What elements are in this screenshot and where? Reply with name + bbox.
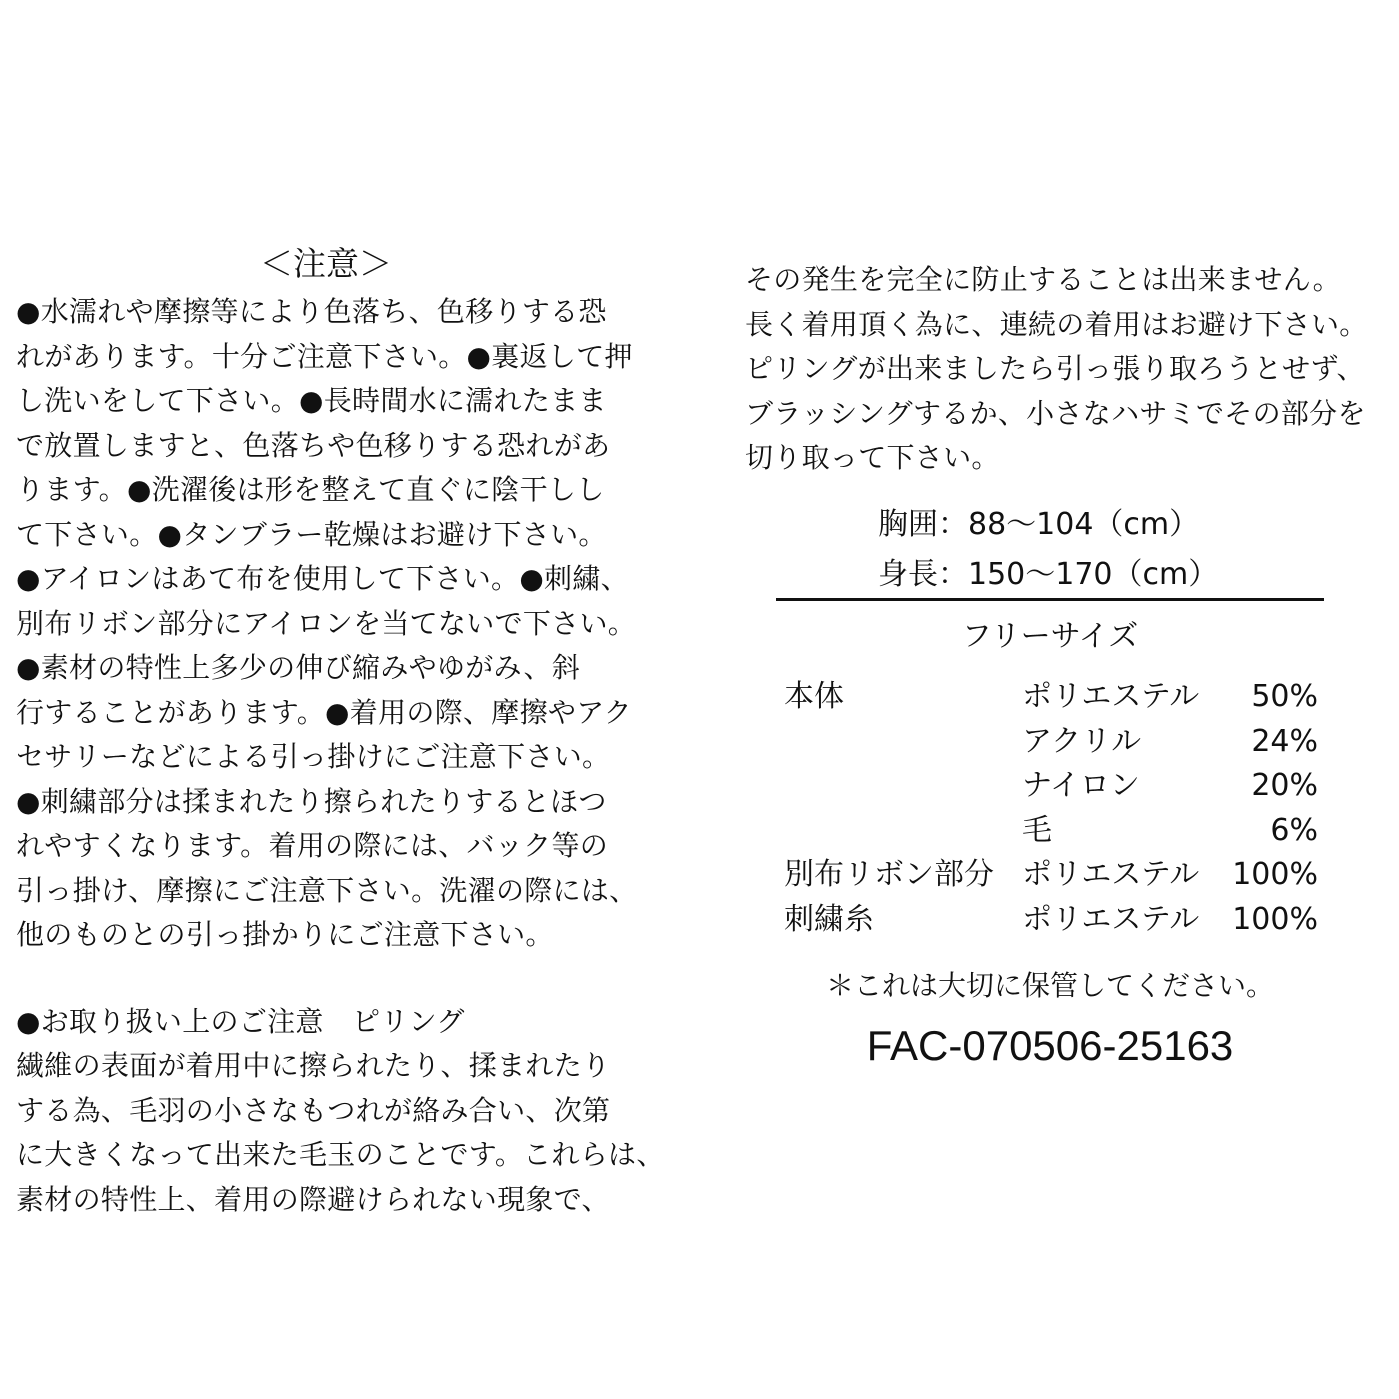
caution-line: 別布リボン部分にアイロンを当てないで下さい。 (16, 606, 637, 640)
composition-row (784, 720, 1324, 765)
pilling-line: ●お取り扱い上のご注意 ピリング (16, 1004, 465, 1038)
caution-heading: ＜注意＞ (260, 244, 392, 283)
caution-line: れがあります。十分ご注意下さい。●裏返して押 (16, 339, 633, 373)
care-instructions-column (16, 238, 665, 1222)
composition-part: 別布リボン部分 (784, 857, 994, 893)
size-info (878, 500, 1218, 600)
caution-line: ●水濡れや摩擦等により色落ち、色移りする恐 (16, 295, 607, 328)
composition-part: 本体 (784, 679, 844, 714)
divider-line (776, 598, 1324, 601)
composition-row (784, 898, 1324, 943)
composition-material: ナイロン (1022, 768, 1140, 804)
caution-line: 行することがあります。●着用の際、摩擦やアク (16, 695, 632, 729)
free-size-label: フリーサイズ (961, 619, 1139, 654)
height-size: 身長：150～170（cm） (878, 557, 1219, 592)
pilling-continued-text (745, 258, 1395, 481)
caution-line: セサリーなどによる引っ掛けにご注意下さい。 (16, 740, 611, 773)
caution-line: 他のものとの引っ掛かりにご注意下さい。 (16, 918, 554, 951)
composition-material: ポリエステル (1022, 679, 1200, 714)
pilling-line: する為、毛羽の小さなもつれが絡み合い、次第 (16, 1093, 611, 1127)
caution-text (16, 290, 656, 958)
composition-row (784, 675, 1324, 720)
composition-material: ポリエステル (1022, 857, 1200, 893)
chest-size: 胸囲：88～104（cm） (878, 507, 1200, 542)
pilling-line: に大きくなって出来た毛玉のことです。これらは、 (16, 1138, 665, 1171)
pilling-line: 繊維の表面が着用中に擦られたり、揉まれたり (16, 1049, 611, 1082)
composition-table (784, 675, 1324, 943)
caution-line: れやすくなります。着用の際には、バック等の (16, 829, 609, 862)
pilling-line: ブラッシングするか、小さなハサミでその部分を (745, 396, 1366, 430)
composition-material: 毛 (1022, 812, 1052, 848)
caution-line: ●刺繍部分は揉まれたり擦られたりするとほつ (16, 784, 607, 818)
caution-line: ●素材の特性上多少の伸び縮みやゆがみ、斜 (16, 651, 581, 684)
composition-percent: 6% (1270, 812, 1318, 848)
composition-row (784, 764, 1324, 809)
composition-percent: 50% (1251, 679, 1318, 714)
composition-percent: 24% (1251, 723, 1318, 759)
storage-note: ＊これは大切に保管してください。 (825, 969, 1274, 1002)
composition-percent: 20% (1251, 768, 1318, 804)
pilling-text (16, 1000, 665, 1223)
composition-percent: 100% (1232, 901, 1318, 937)
composition-material: アクリル (1022, 723, 1142, 759)
caution-line: ります。●洗濯後は形を整えて直ぐに陰干しし (16, 473, 605, 506)
composition-row (784, 853, 1324, 898)
pilling-line: 素材の特性上、着用の際避けられない現象で、 (16, 1182, 610, 1216)
paragraph-gap (16, 958, 656, 1000)
pilling-line: 切り取って下さい。 (745, 441, 1000, 474)
caution-line: ●アイロンはあて布を使用して下さい。●刺繍、 (16, 562, 629, 595)
caution-line: て下さい。●タンブラー乾燥はお避け下さい。 (16, 517, 607, 551)
product-code: FAC-070506-25163 (866, 1022, 1234, 1069)
pilling-continued-column (745, 258, 1395, 481)
pilling-line: その発生を完全に防止することは出来ません。 (745, 263, 1341, 296)
composition-material: ポリエステル (1022, 901, 1200, 937)
caution-line: し洗いをして下さい。●長時間水に濡れたまま (16, 384, 607, 417)
composition-part: 刺繍糸 (784, 901, 874, 937)
composition-row (784, 809, 1324, 854)
caution-line: で放置しますと、色落ちや色移りする恐れがあ (16, 428, 611, 462)
caution-line: 引っ掛け、摩擦にご注意下さい。洗濯の際には、 (16, 873, 638, 907)
composition-percent: 100% (1232, 857, 1318, 893)
pilling-line: ピリングが出来ましたら引っ張り取ろうとせず、 (745, 352, 1365, 385)
pilling-line: 長く着用頂く為に、連続の着用はお避け下さい。 (745, 307, 1368, 341)
